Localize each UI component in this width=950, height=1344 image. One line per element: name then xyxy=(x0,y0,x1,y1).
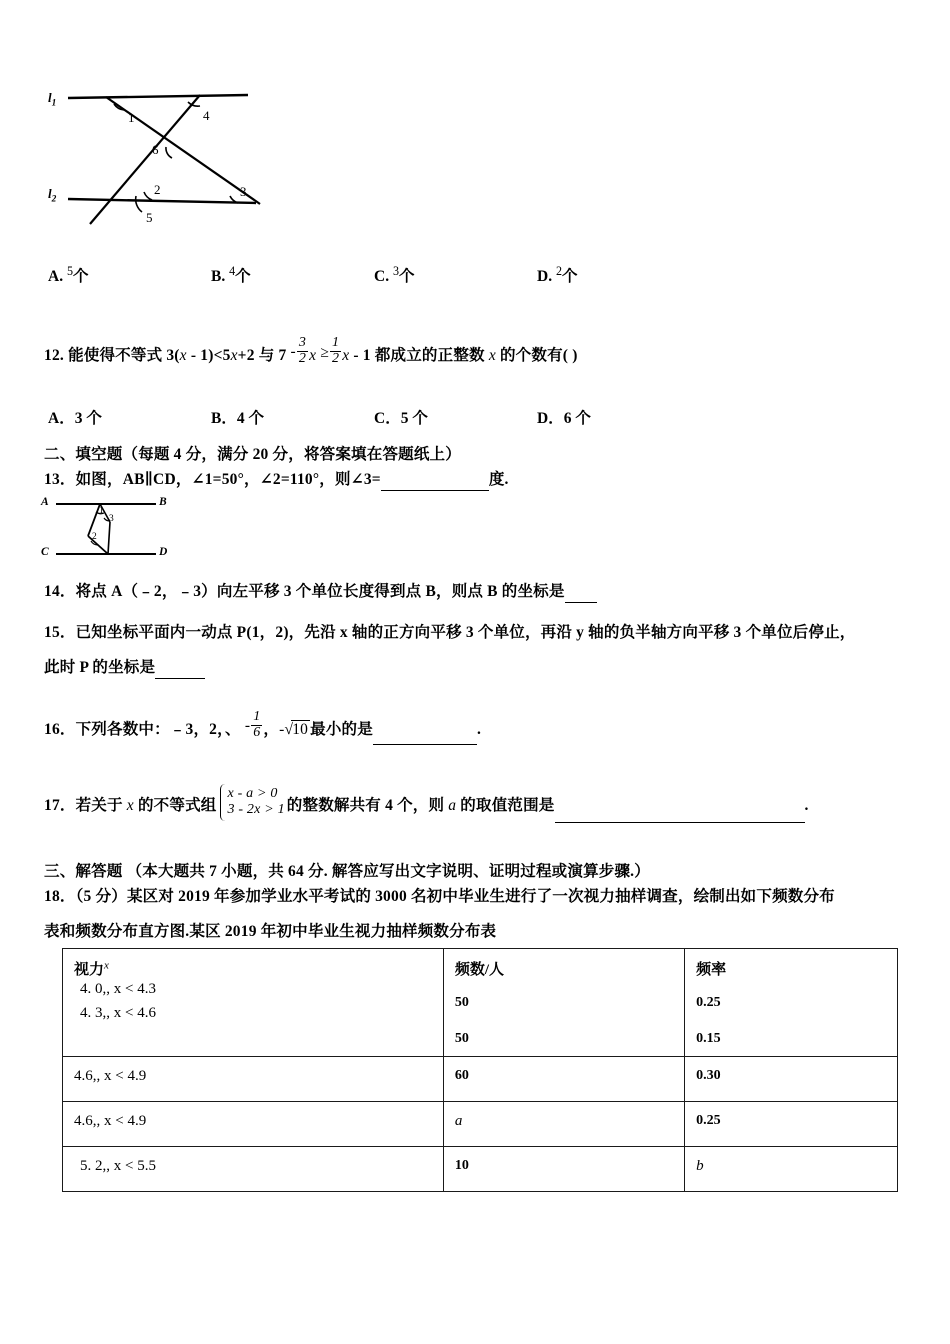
q17-text-mid: 的不等式组 xyxy=(133,797,217,815)
table-row xyxy=(63,949,898,1057)
q13-answer-blank[interactable] xyxy=(381,476,489,492)
q13-suffix: 度. xyxy=(488,471,509,488)
question-17 xyxy=(44,785,809,823)
q12-minus: - xyxy=(290,342,296,360)
table-cell-rate xyxy=(685,1102,898,1147)
q11-choice-d[interactable]: D. $^2$个 xyxy=(537,264,578,286)
table-count-3: a xyxy=(454,1113,463,1129)
q12-choice-c[interactable]: C．5 个 xyxy=(374,410,428,427)
q12-x2: x xyxy=(230,346,238,364)
figure-angle-4: 4 xyxy=(203,108,210,123)
q12-number: 12. xyxy=(44,346,64,364)
figure-angle-5: 5 xyxy=(146,210,153,225)
table-count-2: 60 xyxy=(454,1068,469,1083)
figure-angle-1: 1 xyxy=(128,110,135,125)
q12-text-mid1: - 1)<5 xyxy=(186,346,231,364)
table-count-1b: 50 xyxy=(454,1031,469,1046)
table-cell-rate xyxy=(685,1147,898,1192)
table-header-x: x xyxy=(104,959,109,972)
geometry-figure-q11-svg xyxy=(48,84,308,229)
figure-q13-angle-2: 2 xyxy=(92,532,97,542)
table-rate-3: 0.25 xyxy=(696,1113,721,1128)
table-count-4: 10 xyxy=(454,1158,469,1173)
figure-label-l2: $l_2$ xyxy=(48,186,57,205)
q12-x3: x xyxy=(309,346,317,364)
q11-choice-c[interactable]: C. $^3$个 xyxy=(374,264,415,286)
question-15-line-1 xyxy=(44,621,855,644)
figure-angle-3: 3 xyxy=(240,184,247,199)
question-15-line-2 xyxy=(44,656,205,679)
q14-number: 14． xyxy=(44,583,76,600)
q17-text-after-a: 的整数解共有 4 个，则 xyxy=(286,797,449,815)
table-rate-1b: 0.15 xyxy=(696,1031,721,1046)
q17-suffix: . xyxy=(804,797,809,815)
q17-number: 17． xyxy=(44,797,76,815)
q12-fraction-2: $\frac{1}{2}$ xyxy=(332,335,340,366)
q16-radical: √10 xyxy=(284,720,309,738)
figure-q13-angle-3: 3 xyxy=(109,514,114,524)
q16-number: 16． xyxy=(44,720,76,738)
q12-choice-b[interactable]: B．4 个 xyxy=(211,410,264,427)
q14-answer-blank[interactable] xyxy=(565,588,597,604)
q12-text-end: 的个数有( ) xyxy=(495,346,578,364)
q16-answer-blank[interactable] xyxy=(373,729,477,745)
question-16 xyxy=(44,709,482,745)
table-cell-count xyxy=(443,949,684,1057)
q16-minus: - xyxy=(244,716,251,734)
q16-text-after: 最小的是 xyxy=(310,720,373,738)
q12-fraction-1: $\frac{3}{2}$ xyxy=(298,335,307,366)
q12-x1: x xyxy=(179,346,187,364)
table-cell-count xyxy=(443,1102,684,1147)
table-cell-vision-range xyxy=(63,1057,444,1102)
table-header-rate: 频率 xyxy=(696,962,727,978)
q13-text: 如图，AB∥CD，∠1=50°，∠2=110°，则∠3= xyxy=(75,471,381,488)
table-rate-4: b xyxy=(696,1158,704,1174)
q17-sys-row-2: 3 - 2x > 1 xyxy=(227,802,285,818)
table-cell-rate xyxy=(685,1057,898,1102)
section-2-title: 二、填空题（每题 4 分，满分 20 分，将答案填在答题纸上） xyxy=(44,446,461,463)
section-3-title: 三、解答题 （本大题共 7 小题，共 64 分. 解答应写出文字说明、证明过程或演算步骤.） xyxy=(44,863,650,880)
table-cell-count xyxy=(443,1147,684,1192)
q15-number: 15． xyxy=(44,624,76,641)
figure-q13-label-d: D xyxy=(159,546,168,558)
table-cell-vision-range xyxy=(63,1102,444,1147)
table-rate-1a: 0.25 xyxy=(696,995,721,1010)
table-cell-vision-range xyxy=(63,1147,444,1192)
q16-text-before: 下列各数中：﹣3，2，、 xyxy=(75,720,241,738)
question-14 xyxy=(44,580,597,603)
question-12 xyxy=(44,335,924,371)
q12-text-after: - 1 都成立的正整数 xyxy=(349,346,489,364)
table-range-4: 5. 2,, x < 5.5 xyxy=(80,1158,156,1174)
table-header-count: 频数/人 xyxy=(454,962,505,978)
q12-choice-d[interactable]: D．6 个 xyxy=(537,410,591,427)
table-row xyxy=(63,1102,898,1147)
table-row xyxy=(63,1057,898,1102)
q12-choice-a[interactable]: A．3 个 xyxy=(48,410,102,427)
table-row xyxy=(63,1147,898,1192)
table-cell-rate xyxy=(685,949,898,1057)
question-13 xyxy=(44,468,509,491)
table-range-1a: 4. 0,, x < 4.3 xyxy=(80,981,156,997)
figure-q13-label-b: B xyxy=(159,496,167,508)
question-18-line-2: 表和频数分布直方图.某区 2019 年初中毕业生视力抽样频数分布表 xyxy=(44,923,497,940)
q16-fraction: $\frac{1}{6}$ xyxy=(253,709,261,740)
table-rate-2: 0.30 xyxy=(696,1068,721,1083)
figure-q13-label-c: C xyxy=(41,546,49,558)
frequency-distribution-table xyxy=(62,948,898,1192)
figure-q13-label-a: A xyxy=(41,496,49,508)
q16-comma: ， xyxy=(263,720,280,738)
q18-line1: （5 分）某区对 2019 年参加学业水平考试的 3000 名初中毕业生进行了一次视力抽样调查，绘制出如下频数分布 xyxy=(75,888,835,905)
table-cell-count xyxy=(443,1057,684,1102)
table-count-1a: 50 xyxy=(454,995,469,1010)
q17-text-before: 若关于 xyxy=(75,797,127,815)
question-18-line-1 xyxy=(44,885,835,908)
q12-geq: ≥ xyxy=(320,343,329,361)
q13-number: 13． xyxy=(44,471,76,488)
geometry-figure-q13 xyxy=(38,492,178,564)
table-header-vision: 视力 xyxy=(74,962,105,978)
q17-inequality-system xyxy=(218,786,284,819)
q11-choice-b[interactable]: B. $^4$个 xyxy=(211,264,251,286)
geometry-figure-q11 xyxy=(48,84,308,229)
table-range-1b: 4. 3,, x < 4.6 xyxy=(80,1005,156,1021)
q17-a: a xyxy=(448,797,457,815)
q17-x: x xyxy=(126,797,134,815)
q12-x4: x xyxy=(342,346,350,364)
figure-q13-angle-1: 1 xyxy=(99,506,104,516)
q12-x5: x xyxy=(488,346,496,364)
q17-answer-blank[interactable] xyxy=(555,807,805,823)
figure-label-l1: $l_1$ xyxy=(48,90,57,109)
table-cell-vision-range xyxy=(63,949,444,1057)
q11-choice-a[interactable]: A. $^5$个 xyxy=(48,264,89,286)
table-range-2: 4.6,, x < 4.9 xyxy=(74,1068,147,1084)
figure-angle-6: 6 xyxy=(152,142,159,157)
q18-number: 18． xyxy=(44,888,76,905)
q17-text-after-b: 的取值范围是 xyxy=(456,797,555,815)
q17-sys-row-1: x - a > 0 xyxy=(227,785,278,801)
q12-text-mid2: +2 与 7 xyxy=(237,346,287,364)
geometry-figure-q13-svg xyxy=(38,492,178,564)
q15-line2: 此时 P 的坐标是 xyxy=(44,659,156,676)
q14-text: 将点 A（﹣2，﹣3）向左平移 3 个单位长度得到点 B，则点 B 的坐标是 xyxy=(75,583,565,600)
q12-text-before: 能使得不等式 3( xyxy=(68,346,180,364)
q15-line1: 已知坐标平面内一动点 P(1，2)，先沿 x 轴的正方向平移 3 个单位，再沿 y 轴的负半轴方向平移 3 个单位后停止， xyxy=(75,624,856,641)
table-range-3: 4.6,, x < 4.9 xyxy=(74,1113,147,1129)
q16-suffix: . xyxy=(476,720,482,738)
q16-minus-2: - xyxy=(279,720,285,738)
q15-answer-blank[interactable] xyxy=(155,664,205,680)
figure-angle-2: 2 xyxy=(154,182,161,197)
